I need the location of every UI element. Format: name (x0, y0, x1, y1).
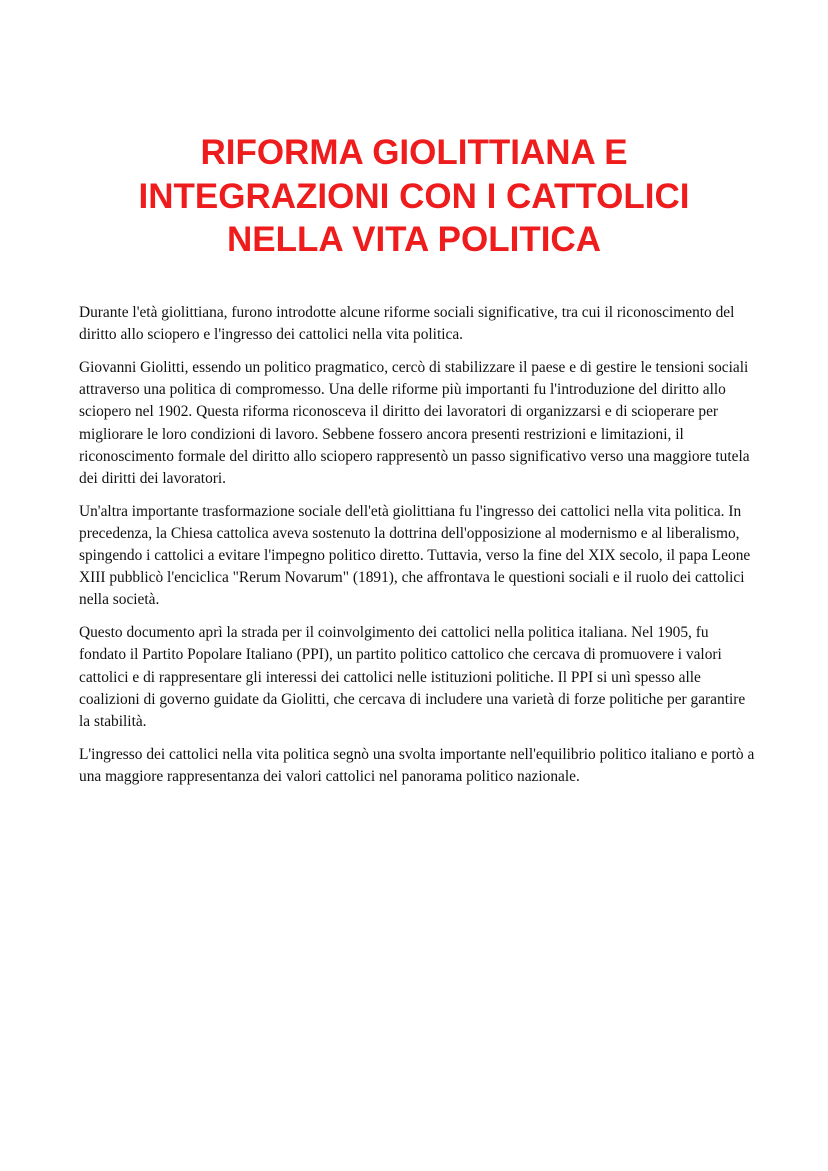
title-line-3: NELLA VITA POLITICA (227, 220, 601, 259)
paragraph-intro: Durante l'età giolittiana, furono introdotte alcune riforme sociali significative, tra cui il riconoscimento del diritto allo sciopero e l'ingresso dei cattolici nella vita politica. (79, 304, 735, 344)
paragraph-giolitti-strike: Giovanni Giolitti, essendo un politico pragmatico, cercò di stabilizzare il paese e di gestire le tensioni sociali attraverso una politica di compromesso. Una delle riforme più importanti fu l'introduzione del diritto allo sciopero nel 1902. Questa riforma riconosceva il diritto dei lavoratori di organizzarsi e di scioperare per migliorare le loro condizioni di lavoro. Sebbene fossero ancora presenti restrizioni e limitazioni, il riconoscimento formale del diritto allo sciopero rappresentò un passo significativo verso una maggiore tutela dei diritti dei lavoratori. (79, 358, 750, 487)
paragraph-conclusion: L'ingresso dei cattolici nella vita politica segnò una svolta importante nell'equilibrio politico italiano e portò a una maggiore rappresentanza dei valori cattolici nel panorama politico nazionale. (79, 745, 755, 785)
document-body (79, 302, 755, 799)
title-line-1: RIFORMA GIOLITTIANA E (200, 133, 628, 172)
page-title (60, 131, 768, 262)
title-line-2: INTEGRAZIONI CON I CATTOLICI (138, 176, 690, 216)
paragraph-catholics-entry: Un'altra importante trasformazione sociale dell'età giolittiana fu l'ingresso dei cattolici nella vita politica. In precedenza, la Chiesa cattolica aveva sostenuto la dottrina dell'opposizione al modernismo e al liberalismo, spingendo i cattolici a evitare l'impegno politico diretto. Tuttavia, verso la fine del XIX secolo, il papa Leone XIII pubblicò l'enciclica "Rerum Novarum" (1891), che affrontava le questioni sociali e il ruolo dei cattolici nella società. (79, 502, 751, 609)
paragraph-ppi: Questo documento aprì la strada per il coinvolgimento dei cattolici nella politica italiana. Nel 1905, fu fondato il Partito Popolare Italiano (PPI), un partito politico cattolico che cercava di promuovere i valori cattolici e di rappresentare gli interessi dei cattolici nelle istituzioni politiche. Il PPI si unì spesso alle coalizioni di governo guidate da Giolitti, che cercava di includere una varietà di forze politiche per garantire la stabilità. (79, 624, 746, 730)
